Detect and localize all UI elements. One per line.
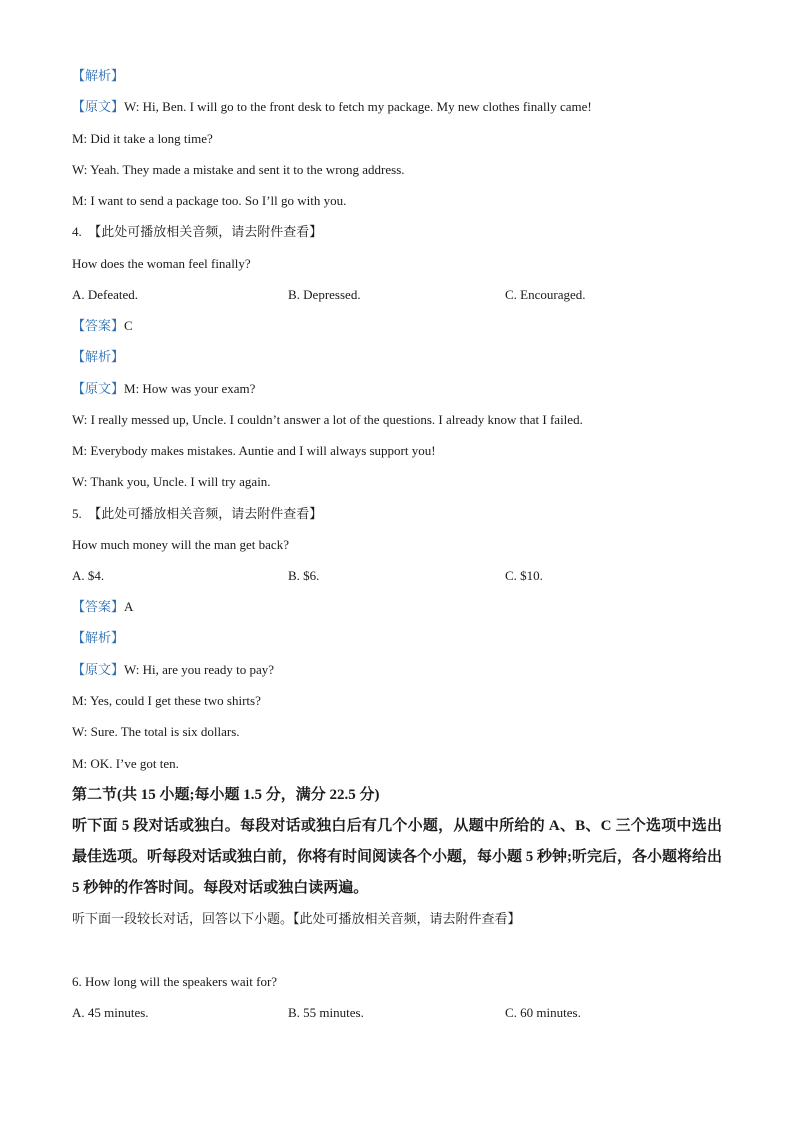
q5-original-tag: 【原文】 — [72, 662, 125, 677]
q6-question: 6. How long will the speakers wait for? — [72, 974, 278, 989]
q5-header — [72, 505, 322, 523]
q4-answer-value: C — [124, 318, 133, 333]
q3-transcript-line-4: M: I want to send a package too. So I’ll go with you. — [72, 193, 347, 208]
q6-option-b: B. 55 minutes. — [288, 1005, 364, 1020]
q5-option-b: B. $6. — [288, 568, 320, 583]
q4-option-b: B. Depressed. — [288, 287, 361, 302]
q4-transcript-line-3: M: Everybody makes mistakes. Auntie and I will always support you! — [72, 443, 436, 458]
q4-analysis-tag: 【解析】 — [72, 349, 125, 364]
q5-answer — [72, 598, 133, 616]
q4-original-tag: 【原文】 — [72, 381, 125, 396]
q4-transcript-line-1 — [72, 380, 255, 398]
q5-transcript-line-1 — [72, 661, 274, 679]
q3-original-tag: 【原文】 — [72, 99, 125, 114]
q5-option-c: C. $10. — [505, 568, 543, 583]
q5-line-1-text: W: Hi, are you ready to pay? — [124, 662, 275, 677]
q5-answer-value: A — [124, 599, 134, 614]
q5-option-a: A. $4. — [72, 568, 105, 583]
q3-analysis-tag: 【解析】 — [72, 68, 125, 83]
q3-line-1-text: W: Hi, Ben. I will go to the front desk to fetch my package. My new clothes finally came! — [124, 99, 592, 114]
q3-transcript-line-2: M: Did it take a long time? — [72, 131, 213, 146]
q4-header — [72, 223, 322, 241]
q4-transcript-line-4: W: Thank you, Uncle. I will try again. — [72, 474, 271, 489]
q4-transcript-line-2: W: I really messed up, Uncle. I couldn’t answer a lot of the questions. I already know that I failed. — [72, 412, 583, 427]
q4-audio-note: 【此处可播放相关音频，请去附件查看】 — [88, 224, 323, 239]
q5-answer-tag: 【答案】 — [72, 599, 125, 614]
q4-option-c: C. Encouraged. — [505, 287, 586, 302]
q5-transcript-line-4: M: OK. I’ve got ten. — [72, 756, 179, 771]
q3-transcript-line-1 — [72, 98, 592, 116]
q4-number: 4. — [72, 224, 82, 239]
q5-transcript-line-3: W: Sure. The total is six dollars. — [72, 724, 240, 739]
q5-transcript-line-2: M: Yes, could I get these two shirts? — [72, 693, 261, 708]
q5-number: 5. — [72, 506, 82, 521]
q4-line-1-text: M: How was your exam? — [124, 381, 256, 396]
q5-audio-note: 【此处可播放相关音频，请去附件查看】 — [88, 506, 323, 521]
section2-heading: 第二节(共 15 小题;每小题 1.5 分，满分 22.5 分) — [72, 787, 380, 803]
q4-answer-tag: 【答案】 — [72, 318, 125, 333]
q5-analysis-tag: 【解析】 — [72, 630, 125, 645]
q4-answer — [72, 317, 133, 335]
q6-option-c: C. 60 minutes. — [505, 1005, 581, 1020]
q6-option-a: A. 45 minutes. — [72, 1005, 149, 1020]
q4-question: How does the woman feel finally? — [72, 256, 251, 271]
q4-option-a: A. Defeated. — [72, 287, 139, 302]
q3-transcript-line-3: W: Yeah. They made a mistake and sent it to the wrong address. — [72, 162, 405, 177]
section2-instructions: 听下面 5 段对话或独白。每段对话或独白后有几个小题，从题中所给的 A、B、C 三个选项中选出最佳选项。听每段对话或独白前，你将有时间阅读各个小题，每小题 5 秒钟;听完后，各小题将给出 5 秒钟的作答时间。每段对话或独白读两遍。 — [72, 818, 722, 896]
section2-listen-note: 听下面一段较长对话，回答以下小题。【此处可播放相关音频，请去附件查看】 — [72, 911, 521, 926]
q5-question: How much money will the man get back? — [72, 537, 289, 552]
